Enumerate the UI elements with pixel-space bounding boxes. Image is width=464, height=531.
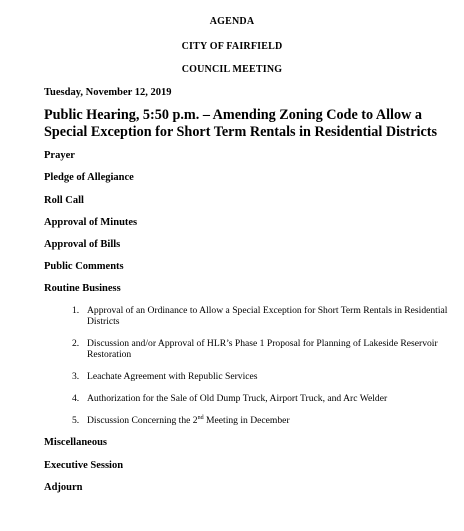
item-text: Discussion and/or Approval of HLR’s Phase 1 Proposal for Planning of Lakeside Reservoir Restoration xyxy=(87,338,438,360)
section-public-comments: Public Comments xyxy=(44,261,124,272)
section-adjourn: Adjourn xyxy=(44,482,83,493)
section-routine-business: Routine Business xyxy=(44,283,121,294)
item-number: 1. xyxy=(72,305,80,316)
item-number: 5. xyxy=(72,415,80,426)
item-text-start: Discussion Concerning the 2 xyxy=(87,415,198,426)
meeting-date: Tuesday, November 12, 2019 xyxy=(44,87,172,98)
list-item xyxy=(72,338,452,360)
item-text: Leachate Agreement with Republic Services xyxy=(87,371,258,382)
item-text-end: Meeting in December xyxy=(203,415,290,426)
city-name: CITY OF FAIRFIELD xyxy=(181,41,283,52)
item-text: Authorization for the Sale of Old Dump Truck, Airport Truck, and Arc Welder xyxy=(87,393,388,404)
section-roll-call: Roll Call xyxy=(44,195,84,206)
item-number: 4. xyxy=(72,393,80,404)
item-text xyxy=(87,415,452,426)
agenda-title: AGENDA xyxy=(209,16,255,27)
public-hearing-heading: Public Hearing, 5:50 p.m. – Amending Zoning Code to Allow a Special Exception for Short Term Rentals in Residential Districts xyxy=(44,107,438,140)
section-miscellaneous: Miscellaneous xyxy=(44,437,107,448)
section-bills: Approval of Bills xyxy=(44,239,121,250)
item-number: 3. xyxy=(72,371,80,382)
meeting-type: COUNCIL MEETING xyxy=(181,64,283,75)
list-item xyxy=(72,371,452,382)
item-number: 2. xyxy=(72,338,80,349)
section-prayer: Prayer xyxy=(44,150,75,161)
list-item xyxy=(72,305,452,327)
item-text: Approval of an Ordinance to Allow a Special Exception for Short Term Rentals in Residential Districts xyxy=(87,305,448,327)
section-pledge: Pledge of Allegiance xyxy=(44,172,134,183)
section-minutes: Approval of Minutes xyxy=(44,217,138,228)
section-executive-session: Executive Session xyxy=(44,460,124,471)
ordinal-suffix: nd xyxy=(197,414,204,421)
list-item xyxy=(72,415,452,426)
list-item xyxy=(72,393,452,404)
